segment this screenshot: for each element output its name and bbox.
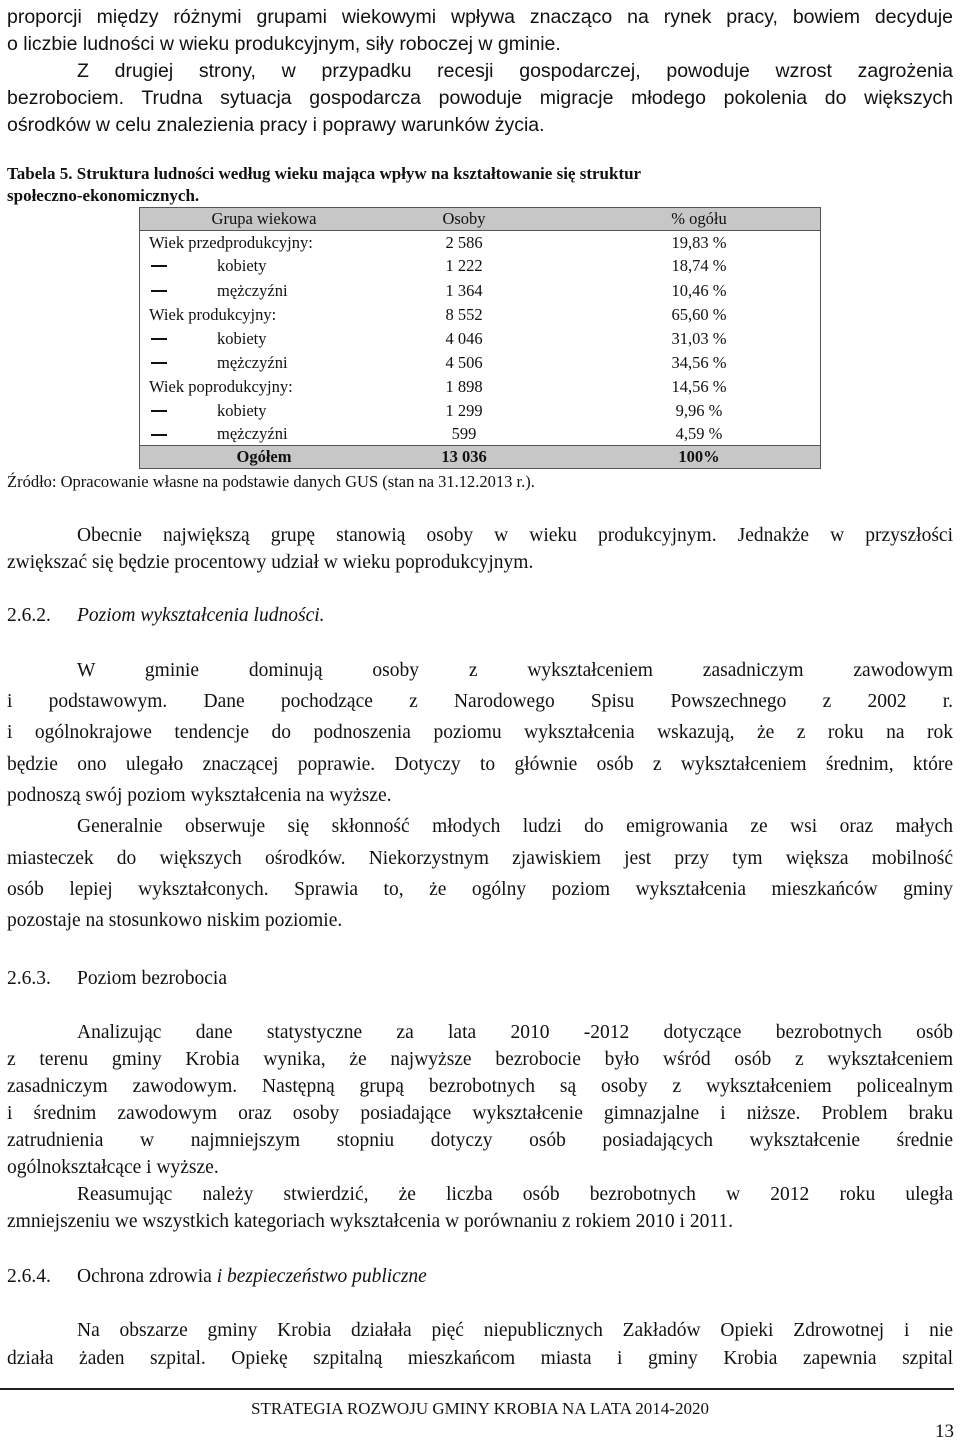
intro-line-1: proporcji między różnymi grupami wiekowymi wpływa znacząco na rynek pracy, bowiem decyduje <box>7 6 953 28</box>
section-262-p1-line-3: i ogólnokrajowe tendencje do podnoszenia poziomu wykształcenia wskazują, że z roku na rok <box>7 722 953 743</box>
row-persons: 1 898 <box>445 377 483 396</box>
section-262-p2-line-1: Generalnie obserwuje się skłonność młodych ludzi do emigrowania ze wsi oraz małych <box>77 816 953 837</box>
dash-bullet <box>151 290 167 292</box>
total-label: Ogółem <box>236 447 292 466</box>
row-label: kobiety <box>217 329 267 348</box>
row-percent: 14,56 % <box>671 377 727 396</box>
row-persons: 599 <box>451 424 477 443</box>
row-persons: 4 046 <box>445 329 483 348</box>
section-262-p2-line-4: pozostaje na stosunkowo niskim poziomie. <box>7 910 343 931</box>
row-percent: 19,83 % <box>671 233 727 252</box>
section-263-p1-line-3: zasadniczym zawodowym. Następną grupą bezrobotnych są osoby z wykształceniem policealnym <box>7 1076 953 1097</box>
section-262-p1-line-2: i podstawowym. Dane pochodzące z Narodowego Spisu Powszechnego z 2002 r. <box>7 691 953 712</box>
dash-bullet <box>151 434 167 436</box>
row-persons: 1 364 <box>445 281 483 300</box>
row-label: mężczyźni <box>217 353 288 372</box>
section-262-p1-line-5: podnoszą swój poziom wykształcenia na wyższe. <box>7 785 392 806</box>
header-age-group: Grupa wiekowa <box>211 209 317 228</box>
row-percent: 31,03 % <box>671 329 727 348</box>
row-persons: 1 222 <box>445 256 483 275</box>
section-263-title: Poziom bezrobocia <box>77 968 227 989</box>
section-262-number: 2.6.2. <box>7 605 51 626</box>
section-262-p1-line-4: będzie ono ulegało znaczącej poprawie. Dotyczy to głównie osób z wykształceniem średnim, które <box>7 754 953 775</box>
section-262-p2-line-2: miasteczek do większych ośrodków. Niekorzystnym zjawiskiem jest przy tym większa mobilność <box>7 848 953 869</box>
row-label: kobiety <box>217 401 267 420</box>
section-263-number: 2.6.3. <box>7 968 51 989</box>
intro-line-3: Z drugiej strony, w przypadku recesji gospodarczej, powoduje wzrost zagrożenia <box>77 60 953 82</box>
intro-line-5: ośrodków w celu znalezienia pracy i poprawy warunków życia. <box>7 114 545 136</box>
age-structure-table <box>139 207 821 469</box>
section-263-p2-line-1: Reasumując należy stwierdzić, że liczba osób bezrobotnych w 2012 roku uległa <box>77 1184 953 1205</box>
row-percent: 18,74 % <box>671 256 727 275</box>
footer-rule <box>0 1388 954 1390</box>
section-264-number: 2.6.4. <box>7 1266 51 1287</box>
table-caption-line-1: Tabela 5. Struktura ludności według wieku mająca wpływ na kształtowanie się struktur <box>7 164 642 183</box>
section-263-p1-line-6: ogólnokształcące i wyższe. <box>7 1157 219 1178</box>
dash-bullet <box>151 338 167 340</box>
row-label: Wiek poprodukcyjny: <box>149 377 293 396</box>
section-263-p1-line-4: i średnim zawodowym oraz osoby posiadające wykształcenie gimnazjalne i niższe. Problem braku <box>7 1103 953 1124</box>
total-percent: 100% <box>678 447 720 466</box>
header-percent: % ogółu <box>671 209 727 228</box>
row-persons: 2 586 <box>445 233 483 252</box>
table-caption-line-2: społeczno-ekonomicznych. <box>7 186 200 205</box>
row-percent: 65,60 % <box>671 305 727 324</box>
section-263-p1-line-2: z terenu gminy Krobia wynika, że najwyższe bezrobocie było wśród osób z wykształceniem <box>7 1049 953 1070</box>
intro-line-2: o liczbie ludności w wieku produkcyjnym, siły roboczej w gminie. <box>7 33 561 55</box>
after-table-line-1: Obecnie największą grupę stanowią osoby w wieku produkcyjnym. Jednakże w przyszłości <box>77 525 953 546</box>
page-number: 13 <box>935 1421 954 1442</box>
section-264-title-a: Ochrona zdrowia <box>77 1266 217 1287</box>
row-label: kobiety <box>217 256 267 275</box>
dash-bullet <box>151 410 167 412</box>
row-label: mężczyźni <box>217 281 288 300</box>
row-label: mężczyźni <box>217 424 288 443</box>
dash-bullet <box>151 265 167 267</box>
section-262-title: Poziom wykształcenia ludności. <box>77 605 325 626</box>
dash-bullet <box>151 362 167 364</box>
footer-title: STRATEGIA ROZWOJU GMINY KROBIA NA LATA 2014-2020 <box>251 1399 709 1418</box>
section-263-p1-line-5: zatrudnienia w najmniejszym stopniu dotyczy osób posiadających wykształcenie średnie <box>7 1130 953 1151</box>
row-percent: 9,96 % <box>675 401 723 420</box>
row-percent: 10,46 % <box>671 281 727 300</box>
intro-line-4: bezrobociem. Trudna sytuacja gospodarcza powoduje migracje młodego pokolenia do większych <box>7 87 953 109</box>
row-percent: 4,59 % <box>675 424 723 443</box>
table-source: Źródło: Opracowanie własne na podstawie danych GUS (stan na 31.12.2013 r.). <box>7 472 535 491</box>
section-264-p1-line-1: Na obszarze gminy Krobia działała pięć niepublicznych Zakładów Opieki Zdrowotnej i nie <box>77 1320 953 1341</box>
row-label: Wiek przedprodukcyjny: <box>149 233 313 252</box>
row-persons: 8 552 <box>445 305 483 324</box>
total-persons: 13 036 <box>441 447 487 466</box>
section-263-p2-line-2: zmniejszeniu we wszystkich kategoriach wykształcenia w porównaniu z rokiem 2010 i 2011. <box>7 1211 733 1232</box>
section-264-title-b: i bezpieczeństwo publiczne <box>216 1266 427 1287</box>
section-263-p1-line-1: Analizując dane statystyczne za lata 2010 -2012 dotyczące bezrobotnych osób <box>77 1022 953 1043</box>
header-persons: Osoby <box>442 209 486 228</box>
section-262-p2-line-3: osób lepiej wykształconych. Sprawia to, że ogólny poziom wykształcenia mieszkańców gminy <box>7 879 953 900</box>
row-percent: 34,56 % <box>671 353 727 372</box>
section-262-p1-line-1: W gminie dominują osoby z wykształceniem zasadniczym zawodowym <box>77 660 953 681</box>
row-label: Wiek produkcyjny: <box>149 305 277 324</box>
section-264-title <box>77 1263 427 1290</box>
section-264-p1-line-2: działa żaden szpital. Opiekę szpitalną mieszkańcom miasta i gminy Krobia zapewnia szpital <box>7 1348 953 1369</box>
after-table-line-2: zwiększać się będzie procentowy udział w wieku poprodukcyjnym. <box>7 552 534 573</box>
row-persons: 4 506 <box>445 353 483 372</box>
row-persons: 1 299 <box>445 401 483 420</box>
